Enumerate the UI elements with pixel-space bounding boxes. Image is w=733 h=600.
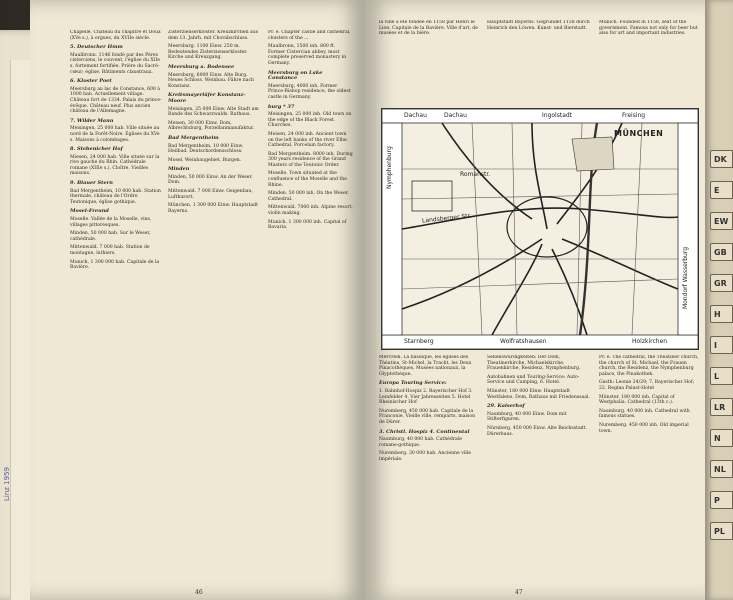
paragraph: Moselle. Town situated at the confluence of the Moselle and the Rhine. — [268, 171, 347, 188]
paragraph: Miesen, 24 000 hab. Ville située sur la rive gauche du Rhin. Cathédrale romane (XIIIe s.). Cloître. Vieilles maisons. — [70, 154, 160, 177]
paragraph: 1. Bahnhof-Hospiz 2. Bayerischer Hof 3. Leinfelder 4. Vier Jahreszeiten 5. Hotel Rheinischer Hof — [379, 388, 473, 406]
index-tab[interactable]: P — [710, 491, 733, 509]
right-page — [365, 0, 710, 600]
paragraph: Moselle. Vallée de la Moselle, vins, villages pittoresques. — [70, 217, 152, 228]
paragraph: Nuremberg. 30 000 hab. Ancienne ville impériale. — [379, 451, 471, 462]
paragraph: la ville a été fondée en 1158 par Henri le Lion. Capitale de la Bavière. Ville d'art, de musées et de la bière. — [379, 20, 478, 37]
paragraph: Autobahnen und Touring-Service: Auto-Service und Camping, 6. Hotel. — [487, 374, 580, 386]
paragraph: Meisingen, 25 000 Einw. Alte Stadt am Rande des Schwarzwalds. Rathaus. — [168, 106, 259, 118]
paragraph: Münster, 180 000 Einw. Hauptstadt Westfalens. Dom, Rathaus mit Friedenssaal. — [487, 388, 590, 400]
paragraph: Munich. 1 300 000 inh. Capital of Bavaria. — [268, 219, 347, 231]
right-bottom-column-german — [487, 355, 592, 590]
map-city-name: MÜNCHEN — [614, 129, 664, 138]
section-heading: 9. Blauer Stern — [70, 180, 113, 187]
paragraph: Meisen, 24 000 inh. Ancient town on the left banks of the river Elbe. Cathedral. Porcelain factory. — [268, 131, 349, 149]
section-heading: 29. Kaiserhof — [487, 403, 525, 410]
map-label-dachau-2: Dachau — [444, 112, 467, 119]
paragraph: Meisingen, 25 000 inh. Old town on the edge of the Black Forest. Churches. — [268, 112, 352, 129]
map-label-ingolstadt: Ingolstadt — [542, 112, 573, 119]
index-tab[interactable]: L — [710, 367, 733, 385]
paragraph: Mittenwald. 7000 inh. Alpine resort, violin making. — [268, 205, 353, 217]
section-heading: Bad Mergentheim — [168, 134, 219, 141]
city-map-munich — [381, 108, 699, 350]
section-heading: burg * 37 — [268, 103, 295, 110]
paragraph: Maulbronn. 1146 fondé par des Pères cisterciens, le couvent, l'église du XIIe s. fortement fortifiée. Prière du Sacré-cœur; église. Bâtiments claustraux. — [70, 52, 160, 75]
section-heading: Mosel-Freund — [70, 208, 109, 215]
paragraph: Nürnberg, 450 000 Einw. Alte Reichsstadt. Dürerhaus. — [487, 425, 587, 437]
paragraph: Munich, 1 300 000 hab. Capitale de la Bavière. — [70, 259, 160, 271]
left-column-german — [168, 30, 263, 590]
paragraph: Minden, 50 000 Einw. An der Weser. Dom. — [168, 174, 253, 186]
index-tab[interactable]: I — [710, 336, 733, 354]
paragraph: Naumburg. 40 000 inh. Cathedral with famous statues. — [599, 408, 690, 420]
index-tab[interactable]: EW — [710, 212, 733, 230]
map-label-holzkirchen: Holzkirchen — [632, 338, 668, 345]
thumb-index-tabs — [710, 155, 733, 600]
map-label-starnberg: Starnberg — [404, 338, 434, 345]
paragraph: Meisingen, 25 000 hab. Ville située au nord de la Forêt-Noire. Églises du XVe s. Maisons à colombages. — [70, 126, 160, 143]
map-label-wolfratshausen: Wolfratshausen — [500, 338, 547, 345]
index-tab[interactable]: GB — [710, 243, 733, 261]
index-tab[interactable]: H — [710, 305, 733, 323]
section-heading: Meersburg on Lake Constance — [268, 69, 323, 82]
index-tab[interactable]: GR — [710, 274, 733, 292]
paragraph: Hauptstadt Bayerns. Gegründet 1158 durch Heinrich den Löwen. Kunst- und Bierstadt. — [487, 20, 590, 31]
index-tab[interactable]: NL — [710, 460, 733, 478]
section-heading: Minden — [168, 166, 190, 173]
paragraph: Münster. 180 000 inh. Capital of Westphalia. Cathedral (13th c.). — [599, 394, 675, 406]
index-tab[interactable]: N — [710, 429, 733, 447]
paragraph: Naumburg, 40 000 Einw. Dom mit Stifterfiguren. — [487, 411, 567, 423]
paragraph: Meersburg, 6000 Einw. Alte Burg. Neues Schloss. Weinbau. Fähre nach Konstanz. — [168, 72, 255, 89]
paragraph: Zisterzienserkloster. Kreuzkirchen aus dem 13. Jahrh. mit Chorabschluss. — [168, 30, 259, 41]
index-tab[interactable]: PL — [710, 522, 733, 540]
map-label-dachau-1: Dachau — [404, 112, 427, 119]
left-page — [30, 0, 365, 600]
paragraph: Mercredi. La basilique, les églises des Théatins, St-Michel, la Tracht, les Deux Pinacothèques, Musées nationaux, la Glyptothèque. — [379, 355, 472, 377]
index-tab[interactable]: LR — [710, 398, 733, 416]
paragraph: Meersburg, 4000 inh. Former Prince-Bishop residence, the oldest castle in Germany. — [268, 83, 351, 100]
paragraph: Minden, 50 000 hab. Sur le Weser, cathédrale. — [70, 231, 151, 242]
map-label-nymphenburg: Nymphenburg — [386, 146, 393, 189]
paragraph: Munich. Founded in 1158, seat of the government. Famous not only for beer but also for art and important industries. — [599, 20, 698, 37]
section-heading: 8. Stebenicher Hof — [70, 146, 123, 153]
section-heading: 6. Kloster Poet — [70, 78, 112, 85]
section-heading: 3. Christl. Hospiz 4. Continental — [379, 428, 470, 435]
right-top-column-french — [379, 20, 479, 105]
page-number-left: 46 — [195, 589, 203, 596]
right-top-column-english — [599, 20, 699, 105]
map-label-landsberger: Landsberger Str. — [421, 212, 472, 225]
paragraph: Pr. e. Chapter castle and cathedral, cloisters of the ... — [268, 30, 351, 41]
paragraph: Naumburg, 40 000 hab. Cathédrale romane-gothique. — [379, 437, 462, 448]
paragraph: Mittenwald. 7 000 Einw. Geigenbau, Luftkurort. — [168, 189, 253, 200]
left-column-french — [70, 30, 162, 590]
paragraph: Minden. 50 000 inh. On the Weser. Cathedral. — [268, 191, 349, 202]
right-bottom-column-english — [599, 355, 699, 590]
paragraph: Maulbronn, 1500 inh. 800 ft. Former Cistercian abbey, most complete preserved monastery in Germany. — [268, 44, 347, 66]
paragraph: Mittenwald. 7 000 hab. Station de montagne, luthiers. — [70, 245, 150, 256]
paragraph: Mosel. Weinbaugebiet, Burgen. — [168, 157, 242, 163]
page-number-right: 47 — [515, 589, 523, 596]
paragraph: Meersburg. 1100 Einw. 250 m. Bedeutendes Zisterzienserkloster. Kirche und Kreuzgang. — [168, 44, 248, 61]
paragraph: Bad Mergentheim. 8000 inh. During 300 years residence of the Grand Masters of the Teutonic Order. — [268, 151, 353, 168]
section-heading: 7. Wilder Mann — [70, 117, 114, 124]
map-label-romanstr: Romanstr. — [460, 171, 491, 178]
right-top-column-german — [487, 20, 592, 105]
map-label-freising: Freising — [622, 112, 646, 119]
index-tab[interactable]: DK — [710, 150, 733, 168]
map-drawing — [382, 109, 698, 349]
left-column-english — [268, 30, 353, 590]
paragraph: Bad Mergentheim, 10 000 hab. Station thermale, château de l'Ordre Teutonique, église gothique. — [70, 188, 161, 205]
section-heading: Europa Touring Service: — [379, 380, 447, 387]
paragraph: Chapelle, Château du chapitre et Doux (XVe s.), à orgues, du XVIIe siècle. — [70, 30, 161, 41]
paragraph: Nuremberg. 450 000 inh. Old imperial town. — [599, 422, 689, 434]
paragraph: Pr. e. The cathedral, the Theatiner church, the church of St. Michael, the Frauen church, the Residenz, the Nymphenburg palace, the Pinakothek. — [599, 355, 699, 377]
section-heading: Meersburg a. Bodensee — [168, 63, 235, 70]
paragraph: Gasth: Leonie 24/29; 7. Bayerischer Hof; 22. Regina Palast-Hotel — [599, 380, 695, 391]
map-label-wasserburg: Mondorf Wasserburg — [682, 246, 689, 309]
paragraph: Bad Mergentheim, 10 000 Einw. Heilbad. Deutschordensschloss. — [168, 143, 244, 155]
paragraph: Nuremberg, 450 000 hab. Capitale de la Franconie. Vieille ville, remparts, maison de Dürer. — [379, 408, 476, 425]
handwritten-note: Linz 1959 — [3, 467, 11, 501]
section-heading: Kreitsmayeriäfer Konstanz-Moore — [168, 92, 246, 104]
section-heading: 5. Deutscher Hmm — [70, 44, 123, 51]
paragraph: Meisen, 30 000 Einw. Dom, Albrechtsburg, Porzellanmanufaktur. — [168, 120, 255, 132]
right-bottom-column-french — [379, 355, 479, 590]
paragraph: München, 1 300 000 Einw. Hauptstadt Bayerns. — [168, 203, 258, 214]
index-tab[interactable]: E — [710, 181, 733, 199]
paragraph: Meersburg au lac de Constance, 600 à 1000 hab. Actuellement village. Château fort de 1334. Palais du prince-évêque. Château neuf. Plus ancien château de l'Allemagne. — [70, 86, 162, 115]
paragraph: Sehenswürdigkeiten: Der Dom, Theatinerkirche, Michaelskirche, Frauenkirche, Residenz, Nymphenburg. — [487, 355, 581, 372]
